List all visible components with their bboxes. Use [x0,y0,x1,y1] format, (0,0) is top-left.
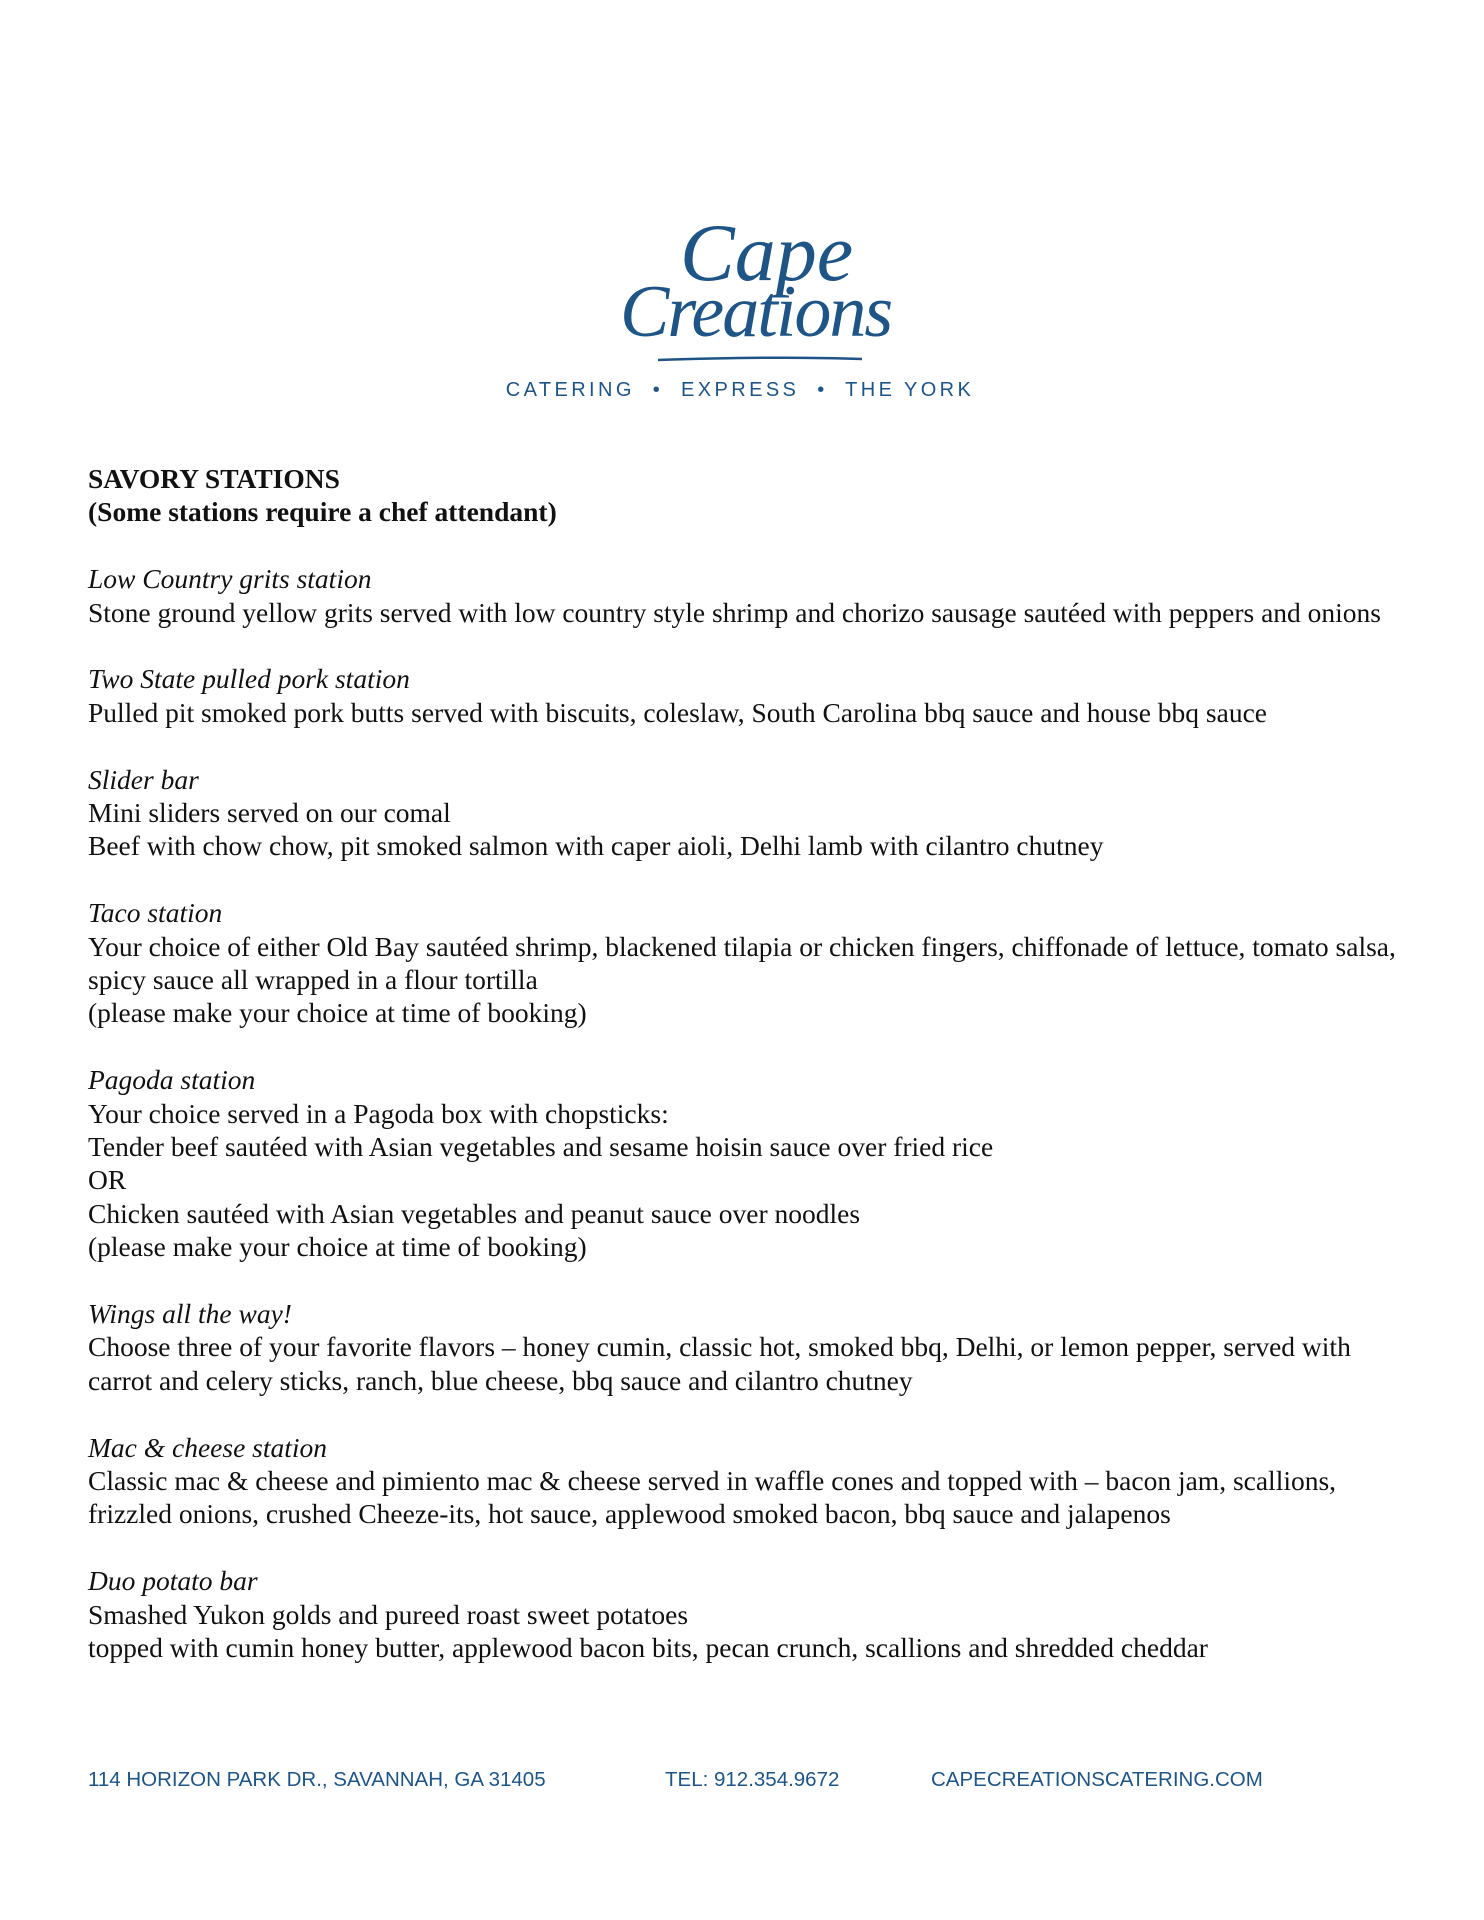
station-title: Taco station [88,897,223,929]
logo-graphic [490,198,990,408]
station-title: Slider bar [88,763,199,795]
logo-tagline: CATERING • EXPRESS • THE YORK [505,379,975,401]
section-title: SAVORY STATIONS [88,463,340,494]
station-description: Chicken sautéed with Asian vegetables and peanut sauce over noodles [88,1197,861,1229]
station-item [88,1063,1418,1263]
station-item [88,662,1418,729]
station-description: Mini sliders served on our comal [88,797,451,829]
logo-wordmark-creations: Creations [620,271,892,353]
station-description: Your choice of either Old Bay sautéed shrimp, blackened tilapia or chicken fingers, chiffonade of lettuce, tomato salsa, spicy sauce all wrapped in a flour tortilla [88,930,1396,996]
station-description: Stone ground yellow grits served with low country style shrimp and chorizo sausage sautéed with peppers and onions [88,596,1382,628]
station-item [88,763,1418,863]
station-description: Choose three of your favorite flavors – honey cumin, classic hot, smoked bbq, Delhi, or lemon pepper, served with carrot and celery sticks, ranch, blue cheese, bbq sauce and cilantro chutney [88,1331,1351,1396]
station-description: topped with cumin honey butter, applewood bacon bits, pecan crunch, scallions and shredded cheddar [88,1632,1208,1664]
station-item [88,562,1418,629]
station-item [88,1297,1418,1397]
footer-phone: TEL: 912.354.9672 [665,1768,840,1791]
footer-address: 114 HORIZON PARK DR., SAVANNAH, GA 31405 [88,1768,546,1791]
station-description: Smashed Yukon golds and pureed roast sweet potatoes [88,1598,689,1630]
company-logo [490,198,990,408]
station-title: Low Country grits station [88,563,372,595]
stations-list [88,562,1418,1664]
station-description: Beef with chow chow, pit smoked salmon with caper aioli, Delhi lamb with cilantro chutney [88,830,1104,862]
section-subtitle: (Some stations require a chef attendant) [88,496,557,528]
station-title: Two State pulled pork station [88,663,410,695]
station-description: Tender beef sautéed with Asian vegetables and sesame hoisin sauce over fried rice [88,1131,994,1163]
station-item [88,896,1418,1030]
menu-content [88,462,1418,1665]
station-item [88,1431,1418,1531]
station-title: Duo potato bar [88,1565,258,1597]
station-description: Classic mac & cheese and pimiento mac & cheese served in waffle cones and topped with – bacon jam, scallions, frizzled onions, crushed Cheeze-its, hot sauce, applewood smoked bacon, bbq sauce and jalapenos [88,1465,1337,1530]
station-description: Your choice served in a Pagoda box with chopsticks: [88,1097,669,1129]
station-title: Wings all the way! [88,1298,292,1330]
section-heading [88,462,1418,529]
station-description: OR [88,1164,127,1196]
station-item [88,1564,1418,1664]
logo-wordmark-cape: Cape [680,207,854,298]
station-description: (please make your choice at time of booking) [88,1231,587,1263]
station-description: (please make your choice at time of booking) [88,997,587,1029]
footer-website[interactable]: CAPECREATIONSCATERING.COM [931,1768,1263,1791]
station-description: Pulled pit smoked pork butts served with biscuits, coleslaw, South Carolina bbq sauce and house bbq sauce [88,696,1267,728]
station-title: Pagoda station [88,1064,256,1096]
station-title: Mac & cheese station [88,1431,328,1463]
logo-underline [658,358,862,360]
